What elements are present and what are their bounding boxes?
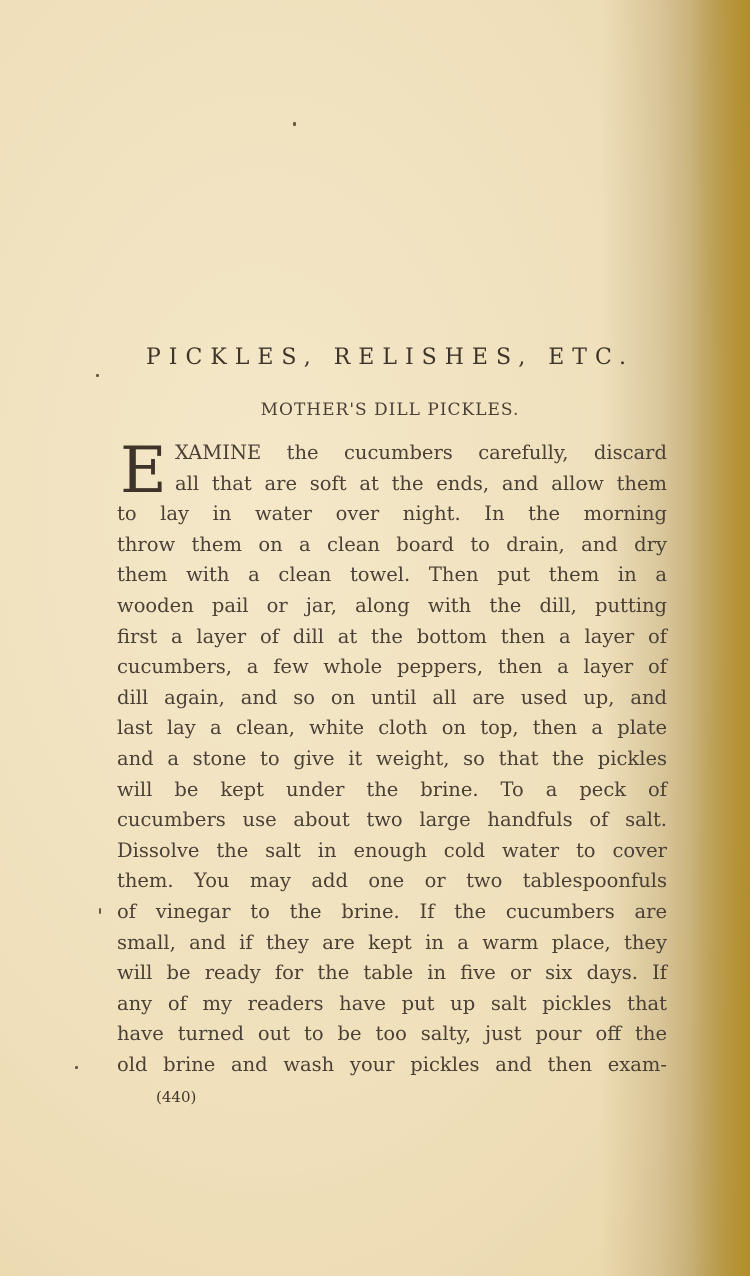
text-line: old brine and wash your pickles and then exam- (117, 1052, 667, 1076)
text-line: them with a clean towel. Then put them in a (117, 563, 667, 587)
text-line: wooden pail or jar, along with the dill, putting (117, 593, 667, 617)
text-line: will be ready for the table in five or six days. If (117, 961, 667, 985)
text-line: dill again, and so on until all are used up, and (117, 685, 667, 709)
paper-speck (75, 1066, 78, 1069)
text-line: first a layer of dill at the bottom then a layer of (117, 624, 667, 648)
body-text (117, 434, 667, 1080)
text-line: to lay in water over night. In the morning (117, 502, 667, 526)
paper-speck (96, 374, 99, 377)
text-line: cucumbers, a few whole peppers, then a layer of (117, 655, 667, 679)
paper-speck (99, 908, 101, 914)
text-line: will be kept under the brine. To a peck of (117, 777, 667, 801)
paper-speck (293, 122, 296, 126)
page-number: (440) (156, 1088, 197, 1106)
text-line: have turned out to be too salty, just pour off the (117, 1022, 667, 1046)
text-line: and a stone to give it weight, so that the pickles (117, 746, 667, 770)
text-line: of vinegar to the brine. If the cucumbers are (117, 899, 667, 923)
text-line: XAMINE the cucumbers carefully, discard (175, 441, 667, 464)
text-line: last lay a clean, white cloth on top, then a plate (117, 716, 667, 740)
page-header: PICKLES, RELISHES, ETC. (146, 345, 634, 370)
text-line: Dissolve the salt in enough cold water to cover (117, 838, 667, 862)
drop-cap: E (120, 434, 167, 508)
text-line: throw them on a clean board to drain, and dry (117, 532, 667, 556)
page-edge-shadow (690, 0, 750, 1276)
text-line: small, and if they are kept in a warm place, they (117, 930, 667, 954)
recipe-title: MOTHER'S DILL PICKLES. (260, 400, 520, 420)
text-line: all that are soft at the ends, and allow them (175, 471, 667, 495)
text-line: them. You may add one or two tablespoonfuls (117, 869, 667, 893)
text-line: cucumbers use about two large handfuls of salt. (117, 808, 667, 832)
text-line: any of my readers have put up salt pickles that (117, 991, 667, 1015)
